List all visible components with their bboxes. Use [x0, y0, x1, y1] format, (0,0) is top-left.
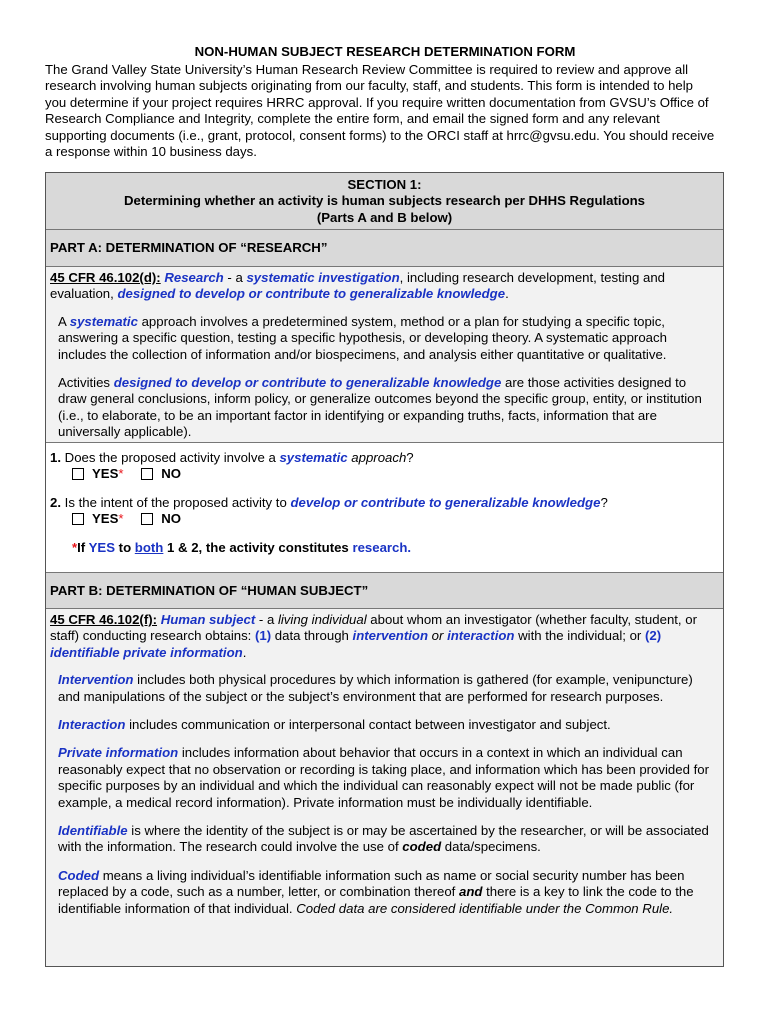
- identifiable-end: data/specimens.: [441, 839, 541, 855]
- intervention-paragraph: [46, 672, 723, 705]
- q2-no-checkbox[interactable]: [141, 513, 153, 525]
- note-to: to: [115, 539, 135, 555]
- identifiable-term: Identifiable: [58, 823, 128, 839]
- q2-text: Is the intent of the proposed activity to: [64, 494, 291, 510]
- q1-yes-asterisk: *: [118, 466, 124, 482]
- intro-paragraph: The Grand Valley State University’s Human Research Review Committee is required to review and approve all research involving human subjects originating from our faculty, staff, and students. This form is intended to help you determine if your project requires HRRC approval. If you require written documentation from GVSU’s Office of Research Compliance and Integrity, complete the entire form, and email the signed form and any relevant supporting documents (i.e., grant, protocol, consent forms) to the ORCI staff at hrrc@gvsu.edu. You should receive a response within 10 business days.: [45, 62, 715, 160]
- systematic-term: systematic: [69, 313, 138, 329]
- research-def-term1: systematic investigation: [246, 270, 400, 285]
- q2-no-label: NO: [161, 511, 181, 527]
- systematic-paragraph: [46, 314, 723, 363]
- coded-text2: there is a key to link the code to the identifiable information of that individual.: [58, 884, 694, 916]
- research-def-term2: designed to develop or contribute to generalizable knowledge: [117, 286, 506, 302]
- research-def-text2: .: [505, 286, 509, 302]
- private-info-term: Private information: [58, 745, 179, 761]
- intervention-text: includes both physical procedures by which information is gathered (for example, venipuncture) and manipulations of the subject or the subject’s environment that are performed for research purposes.: [58, 672, 693, 704]
- identifiable-paragraph: [46, 823, 723, 856]
- private-info-paragraph: [46, 745, 723, 811]
- coded-paragraph: [46, 868, 723, 917]
- coded-text1: means a living individual’s identifiable information such as name or social security number has been replaced by a code, such as a number, letter, or combination thereof: [58, 867, 685, 900]
- human-subject-definition: [46, 612, 723, 661]
- hs-def-intervention: intervention: [352, 628, 428, 644]
- intervention-term: Intervention: [58, 672, 134, 688]
- interaction-paragraph: [46, 717, 723, 733]
- note-rest: 1 & 2, the activity constitutes: [163, 539, 353, 555]
- note-if: If: [77, 539, 89, 555]
- q1-yes-checkbox[interactable]: [72, 468, 84, 480]
- systematic-pre: A: [58, 313, 70, 329]
- q1-text: Does the proposed activity involve a: [64, 450, 280, 465]
- research-term: Research: [164, 270, 224, 285]
- q1-yes-label: YES: [92, 466, 119, 482]
- section1-parts: (Parts A and B below): [316, 209, 453, 225]
- identifiable-coded: coded: [402, 839, 442, 855]
- activities-pre: Activities: [58, 375, 114, 391]
- hs-def-text3: with the individual; or: [514, 628, 645, 644]
- research-def-text1: , including research development, testing and evaluation,: [50, 270, 666, 302]
- systematic-text: approach involves a predetermined system, method or a plan for studying a specific topic, answering a specific question, testing a specific hypothesis, or developing theory. A systematic approach includes the collection of information and/or biospecimens, and analysis either quantitative or qualitative.: [58, 313, 667, 362]
- hs-def-num2: (2): [644, 628, 662, 644]
- question-2: [46, 495, 723, 511]
- partA-definitions: [46, 267, 723, 442]
- activities-term: designed to develop or contribute to generalizable knowledge: [113, 375, 502, 391]
- hs-def-text4: .: [242, 644, 247, 660]
- question-1: [46, 450, 723, 466]
- q2-end: ?: [600, 494, 608, 510]
- q2-yes-asterisk: *: [118, 511, 124, 527]
- hs-def-text1: about whom an investigator (whether faculty, student, or staff) conducting research obtains:: [50, 612, 697, 644]
- identifiable-text: is where the identity of the subject is or may be ascertained by the researcher, or will be associated with the information. The research could involve the use of: [58, 823, 709, 855]
- q1-end: ?: [406, 450, 414, 465]
- partB-heading: PART B: DETERMINATION OF “HUMAN SUBJECT”: [46, 573, 723, 608]
- q2-term: develop or contribute to generalizable knowledge: [290, 494, 601, 510]
- note-both: both: [134, 539, 164, 555]
- activities-text: are those activities designed to draw general conclusions, inform policy, or generalize outcomes beyond the specific group, entity, or institution (i.e., to elaborate, to be an important factor in identifying or expanding truths, facts, information that are universally applicable).: [58, 375, 702, 440]
- research-definition: [46, 270, 723, 303]
- note-yes: YES: [88, 539, 116, 555]
- q2-yes-label: YES: [92, 511, 119, 527]
- note-research: research.: [352, 539, 412, 555]
- q1-number: 1.: [50, 450, 61, 465]
- interaction-text: includes communication or interpersonal contact between investigator and subject.: [125, 717, 611, 733]
- private-info-text: includes information about behavior that occurs in a context in which an individual can reasonably expect that no observation or recording is taking place, and information which has been provided for specific purposes by an individual and which the individual can reasonably expect will not be made public (for example, a medical record information). Private information must be individually identifiable.: [58, 745, 709, 810]
- interaction-term: Interaction: [58, 717, 126, 733]
- q1-post: approach: [347, 450, 407, 465]
- hs-living-individual: living individual: [277, 612, 367, 627]
- hs-def-text2: data through: [271, 628, 353, 644]
- research-def-sep: - a: [223, 270, 247, 285]
- cfr-ref-research: 45 CFR 46.102(d):: [50, 270, 161, 285]
- coded-and: and: [459, 884, 483, 900]
- q2-number: 2.: [50, 494, 61, 510]
- hs-def-interaction: interaction: [447, 628, 515, 644]
- hs-def-or: or: [428, 628, 448, 644]
- q1-options: [46, 466, 723, 482]
- form-title: NON-HUMAN SUBJECT RESEARCH DETERMINATION FORM: [194, 44, 576, 59]
- q1-no-checkbox[interactable]: [141, 468, 153, 480]
- q2-options: [46, 511, 723, 527]
- coded-italic: Coded data are considered identifiable under the Common Rule.: [296, 900, 674, 916]
- cfr-ref-human-subject: 45 CFR 46.102(f):: [50, 612, 158, 627]
- q2-yes-checkbox[interactable]: [72, 513, 84, 525]
- section1-header: [46, 173, 723, 229]
- human-subject-term: Human subject: [160, 612, 256, 627]
- hs-def-sep: - a: [255, 612, 278, 627]
- research-note: [46, 540, 723, 556]
- hs-def-private-info: identifiable private information: [50, 644, 243, 660]
- determination-table: [45, 172, 724, 967]
- generalizable-paragraph: [46, 375, 723, 441]
- section1-heading: SECTION 1:: [347, 177, 422, 192]
- q1-term: systematic: [279, 450, 348, 465]
- partB-definitions: [46, 609, 723, 966]
- note-asterisk: *: [72, 539, 78, 555]
- hs-def-num1: (1): [255, 628, 272, 644]
- coded-term: Coded: [58, 867, 100, 883]
- section1-subheading: Determining whether an activity is human subjects research per DHHS Regulations: [123, 193, 646, 209]
- partA-heading: PART A: DETERMINATION OF “RESEARCH”: [46, 230, 723, 266]
- q1-no-label: NO: [161, 466, 181, 482]
- partA-questions: [46, 443, 723, 572]
